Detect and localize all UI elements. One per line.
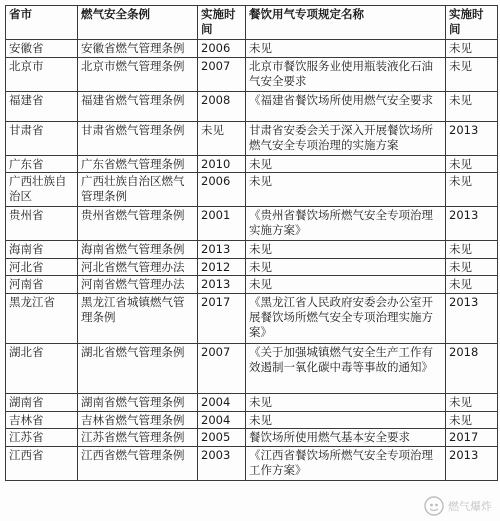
table-row — [6, 156, 498, 173]
cell-catering-effective-date: 2013 — [446, 122, 498, 156]
cell-effective-date: 2012 — [198, 259, 246, 276]
header-catering-effective-date: 实施时间 — [446, 6, 498, 40]
table-row — [6, 40, 498, 58]
cell-catering-gas-rule: 《黑龙江省人民政府安委会办公室开展餐饮场所燃气安全专项治理实施方案》 — [246, 294, 446, 344]
cell-catering-gas-rule: 未见 — [246, 259, 446, 276]
cell-safety-regulation: 海南省燃气管理条例 — [78, 241, 198, 259]
cell-catering-effective-date: 未见 — [446, 92, 498, 122]
cell-catering-effective-date: 未见 — [446, 156, 498, 173]
cell-safety-regulation: 江苏省燃气管理条例 — [78, 429, 198, 447]
table-row — [6, 173, 498, 207]
cell-catering-gas-rule: 未见 — [246, 173, 446, 207]
cell-catering-effective-date: 2018 — [446, 344, 498, 394]
cell-safety-regulation: 吉林省燃气管理条例 — [78, 412, 198, 429]
cell-catering-gas-rule: 甘肃省安委会关于深入开展餐饮场所燃气安全专项治理的实施方案 — [246, 122, 446, 156]
cell-province: 江苏省 — [6, 429, 78, 447]
cell-province: 黑龙江省 — [6, 294, 78, 344]
header-catering-gas-rule: 餐饮用气专项规定名称 — [246, 6, 446, 40]
cell-effective-date: 2007 — [198, 58, 246, 92]
table-row — [6, 92, 498, 122]
cell-catering-gas-rule: 北京市餐饮服务业使用瓶装液化石油气安全要求 — [246, 58, 446, 92]
cell-effective-date: 2003 — [198, 447, 246, 481]
cell-province: 北京市 — [6, 58, 78, 92]
cell-catering-gas-rule: 未见 — [246, 241, 446, 259]
cell-catering-gas-rule: 未见 — [246, 156, 446, 173]
cell-catering-effective-date: 未见 — [446, 259, 498, 276]
cell-province: 贵州省 — [6, 207, 78, 241]
watermark-text: 燃气爆炸 — [448, 500, 492, 513]
cell-safety-regulation: 黑龙江省城镇燃气管理条例 — [78, 294, 198, 344]
table-header-row — [6, 6, 498, 40]
header-province: 省市 — [6, 6, 78, 40]
cell-effective-date: 2007 — [198, 344, 246, 394]
cell-safety-regulation: 北京市燃气管理条例 — [78, 58, 198, 92]
cell-catering-effective-date: 2013 — [446, 294, 498, 344]
cell-province: 广东省 — [6, 156, 78, 173]
wechat-official-account-icon — [424, 496, 444, 516]
cell-province: 河南省 — [6, 276, 78, 294]
cell-catering-effective-date: 未见 — [446, 394, 498, 412]
cell-catering-effective-date: 未见 — [446, 58, 498, 92]
cell-province: 甘肃省 — [6, 122, 78, 156]
table-row — [6, 276, 498, 294]
table-body — [6, 40, 498, 481]
cell-safety-regulation: 江西省燃气管理条例 — [78, 447, 198, 481]
cell-safety-regulation: 河北省燃气管理办法 — [78, 259, 198, 276]
cell-catering-effective-date: 未见 — [446, 241, 498, 259]
cell-safety-regulation: 湖北省燃气管理条例 — [78, 344, 198, 394]
cell-effective-date: 2008 — [198, 92, 246, 122]
table-row — [6, 429, 498, 447]
cell-province: 河北省 — [6, 259, 78, 276]
cell-province: 海南省 — [6, 241, 78, 259]
table-row — [6, 294, 498, 344]
table-row — [6, 259, 498, 276]
cell-safety-regulation: 湖南省燃气管理条例 — [78, 394, 198, 412]
cell-effective-date: 2006 — [198, 40, 246, 58]
cell-province: 湖北省 — [6, 344, 78, 394]
cell-catering-gas-rule: 《贵州省餐饮场所燃气安全专项治理实施方案》 — [246, 207, 446, 241]
cell-province: 吉林省 — [6, 412, 78, 429]
cell-catering-gas-rule: 餐饮场所使用燃气基本安全要求 — [246, 429, 446, 447]
cell-catering-gas-rule: 《福建省餐饮场所使用燃气安全要求 — [246, 92, 446, 122]
cell-effective-date: 2013 — [198, 276, 246, 294]
table-row — [6, 394, 498, 412]
cell-catering-gas-rule: 未见 — [246, 394, 446, 412]
gas-regulation-table — [5, 5, 498, 481]
cell-effective-date: 2013 — [198, 241, 246, 259]
cell-province: 湖南省 — [6, 394, 78, 412]
cell-catering-gas-rule: 未见 — [246, 276, 446, 294]
table-row — [6, 241, 498, 259]
table-row — [6, 58, 498, 92]
cell-effective-date: 2005 — [198, 429, 246, 447]
cell-catering-effective-date: 2013 — [446, 207, 498, 241]
cell-effective-date: 2001 — [198, 207, 246, 241]
cell-catering-effective-date: 未见 — [446, 276, 498, 294]
cell-effective-date: 2004 — [198, 394, 246, 412]
cell-safety-regulation: 安徽省燃气管理条例 — [78, 40, 198, 58]
cell-province: 江西省 — [6, 447, 78, 481]
cell-safety-regulation: 河南省燃气管理办法 — [78, 276, 198, 294]
cell-effective-date: 未见 — [198, 122, 246, 156]
cell-catering-gas-rule: 《关于加强城镇燃气安全生产工作有效遏制一氧化碳中毒等事故的通知》 — [246, 344, 446, 394]
table-row — [6, 412, 498, 429]
cell-catering-effective-date: 未见 — [446, 412, 498, 429]
cell-province: 安徽省 — [6, 40, 78, 58]
watermark — [424, 495, 492, 517]
header-safety-regulation: 燃气安全条例 — [78, 6, 198, 40]
table-row — [6, 344, 498, 394]
cell-safety-regulation: 福建省燃气管理条例 — [78, 92, 198, 122]
cell-catering-effective-date: 未见 — [446, 40, 498, 58]
cell-province: 福建省 — [6, 92, 78, 122]
cell-effective-date: 2017 — [198, 294, 246, 344]
cell-safety-regulation: 广东省燃气管理条例 — [78, 156, 198, 173]
cell-effective-date: 2004 — [198, 412, 246, 429]
cell-catering-gas-rule: 未见 — [246, 412, 446, 429]
cell-catering-gas-rule: 《江西省餐饮场所燃气安全专项治理工作方案》 — [246, 447, 446, 481]
cell-safety-regulation: 贵州省燃气管理条例 — [78, 207, 198, 241]
header-effective-date: 实施时间 — [198, 6, 246, 40]
cell-catering-gas-rule: 未见 — [246, 40, 446, 58]
table-row — [6, 207, 498, 241]
cell-effective-date: 2010 — [198, 156, 246, 173]
cell-province: 广西壮族自治区 — [6, 173, 78, 207]
table-row — [6, 122, 498, 156]
cell-catering-effective-date: 2017 — [446, 429, 498, 447]
cell-safety-regulation: 甘肃省燃气管理条例 — [78, 122, 198, 156]
cell-effective-date: 2006 — [198, 173, 246, 207]
cell-safety-regulation: 广西壮族自治区燃气管理条例 — [78, 173, 198, 207]
cell-catering-effective-date: 未见 — [446, 173, 498, 207]
table-row — [6, 447, 498, 481]
cell-catering-effective-date: 2013 — [446, 447, 498, 481]
